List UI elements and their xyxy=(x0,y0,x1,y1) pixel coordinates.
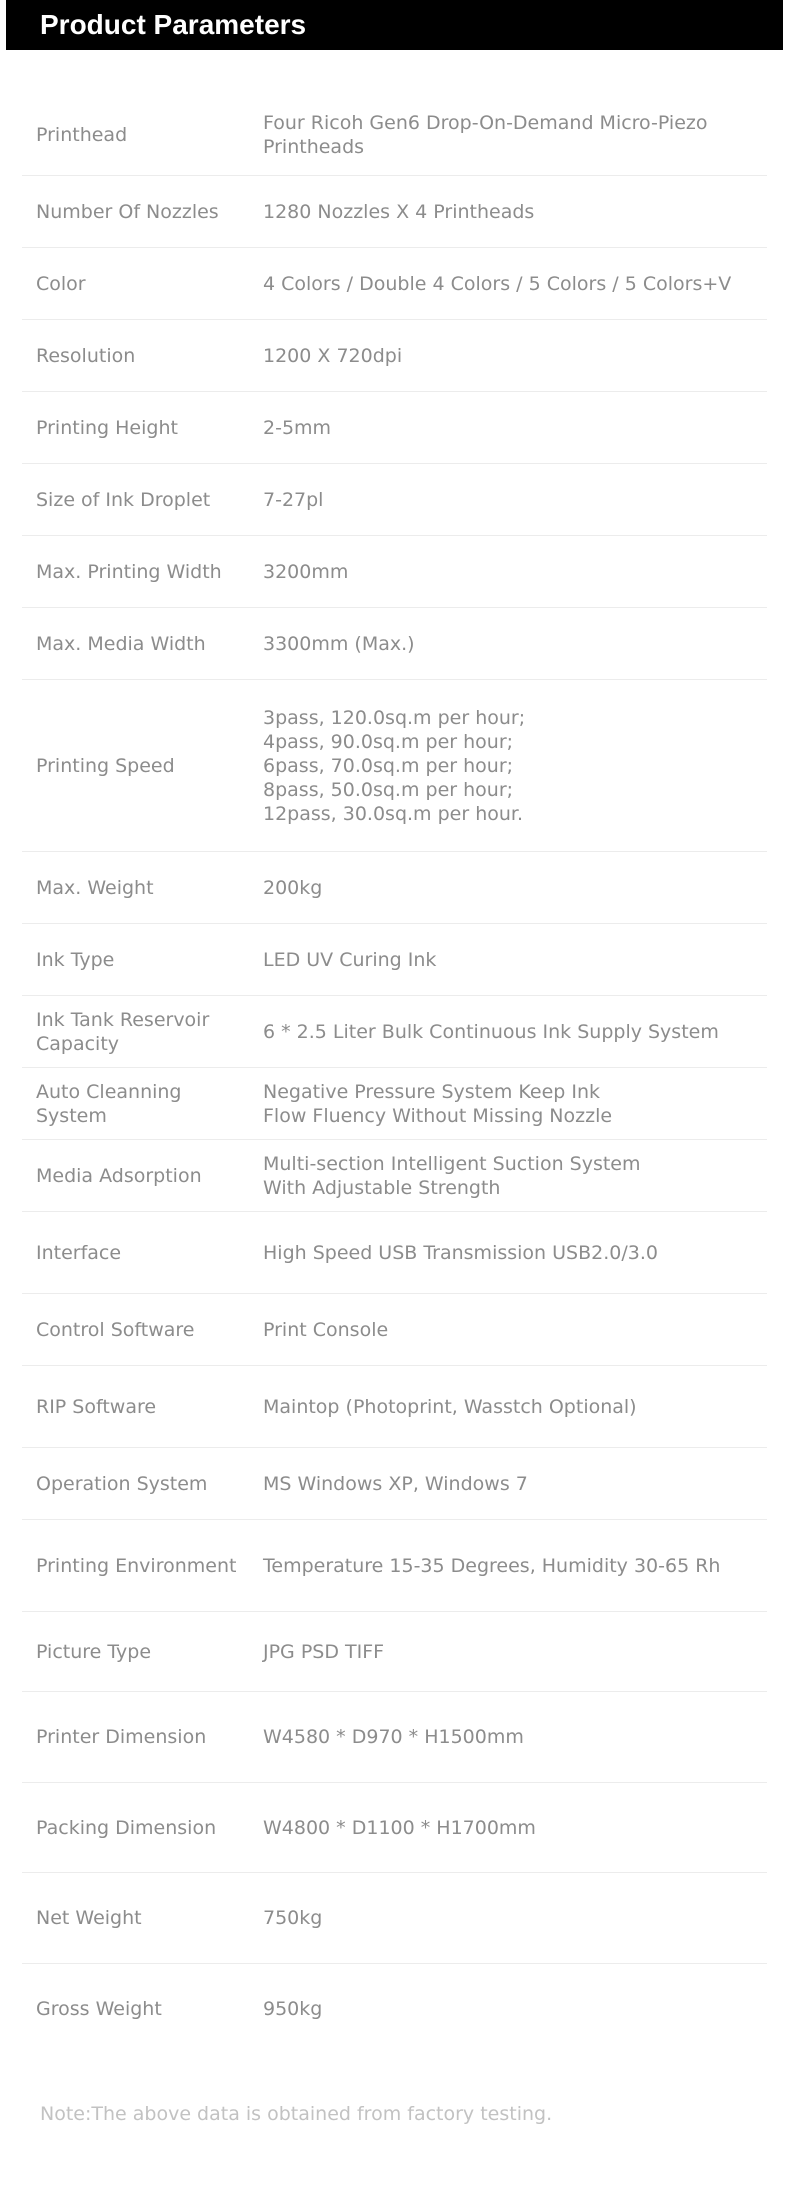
spec-value: W4580 * D970 * H1500mm xyxy=(263,1726,524,1748)
spec-value: 3300mm (Max.) xyxy=(263,632,415,655)
spec-label: Net Weight xyxy=(36,1907,142,1929)
spec-value: Four Ricoh Gen6 Drop-On-Demand Micro-Piezo Printheads xyxy=(263,111,708,158)
spec-label: Printing Environment xyxy=(36,1554,237,1577)
spec-value: 4 Colors / Double 4 Colors / 5 Colors / 5 Colors+V xyxy=(263,272,732,295)
spec-label: Ink Tank Reservoir Capacity xyxy=(36,1008,210,1055)
spec-label: Media Adsorption xyxy=(36,1164,202,1187)
spec-row xyxy=(22,1783,767,1873)
spec-value: Multi-section Intelligent Suction System With Adjustable Strength xyxy=(263,1152,641,1199)
spec-row xyxy=(22,1140,767,1212)
spec-label: Operation System xyxy=(36,1472,208,1495)
spec-row xyxy=(22,680,767,852)
spec-value: Print Console xyxy=(263,1318,389,1341)
spec-row xyxy=(22,924,767,996)
spec-row xyxy=(22,608,767,680)
spec-label: Printhead xyxy=(36,123,128,146)
spec-label: Control Software xyxy=(36,1318,195,1341)
spec-value: 3200mm xyxy=(263,560,349,583)
spec-row xyxy=(22,176,767,248)
spec-row xyxy=(22,1294,767,1366)
spec-label: Resolution xyxy=(36,344,136,367)
spec-value: JPG PSD TIFF xyxy=(263,1640,385,1663)
spec-row xyxy=(22,1692,767,1783)
spec-row xyxy=(22,464,767,536)
spec-value: 2-5mm xyxy=(263,416,332,439)
spec-row xyxy=(22,852,767,924)
spec-label: Picture Type xyxy=(36,1640,152,1663)
spec-label: Gross Weight xyxy=(36,1998,162,2020)
spec-label: Max. Media Width xyxy=(36,632,206,655)
spec-row xyxy=(22,1212,767,1294)
spec-table xyxy=(22,94,767,2054)
spec-row xyxy=(22,1366,767,1448)
spec-row xyxy=(22,1612,767,1692)
spec-value: Temperature 15-35 Degrees, Humidity 30-65 Rh xyxy=(263,1554,721,1577)
spec-row xyxy=(22,1068,767,1140)
spec-row xyxy=(22,320,767,392)
spec-row xyxy=(22,1448,767,1520)
spec-value: Maintop (Photoprint, Wasstch Optional) xyxy=(263,1395,637,1418)
spec-value: 1200 X 720dpi xyxy=(263,344,403,367)
spec-row xyxy=(22,248,767,320)
spec-value: 200kg xyxy=(263,876,323,899)
spec-value: 950kg xyxy=(263,1998,323,2020)
footnote: Note:The above data is obtained from factory testing. xyxy=(40,2103,553,2125)
spec-value: 6 * 2.5 Liter Bulk Continuous Ink Supply System xyxy=(263,1020,719,1043)
spec-value: MS Windows XP, Windows 7 xyxy=(263,1472,528,1495)
spec-row xyxy=(22,996,767,1068)
spec-value: LED UV Curing Ink xyxy=(263,948,437,971)
spec-row xyxy=(22,1873,767,1964)
spec-label: Auto Cleanning System xyxy=(36,1080,182,1127)
spec-row xyxy=(22,1964,767,2054)
spec-row xyxy=(22,536,767,608)
spec-value: 7-27pl xyxy=(263,488,324,511)
spec-label: Interface xyxy=(36,1241,122,1264)
page-title: Product Parameters xyxy=(6,0,783,50)
spec-value: Negative Pressure System Keep Ink Flow Fluency Without Missing Nozzle xyxy=(263,1080,613,1127)
spec-label: Printer Dimension xyxy=(36,1726,207,1748)
spec-label: Max. Printing Width xyxy=(36,560,222,583)
spec-label: Size of Ink Droplet xyxy=(36,488,211,511)
spec-label: Max. Weight xyxy=(36,876,154,899)
spec-label: Color xyxy=(36,272,86,295)
spec-label: Printing Height xyxy=(36,416,178,439)
spec-value: 750kg xyxy=(263,1907,323,1929)
spec-row xyxy=(22,94,767,176)
spec-row xyxy=(22,1520,767,1612)
spec-value: 1280 Nozzles X 4 Printheads xyxy=(263,200,535,223)
spec-label: RIP Software xyxy=(36,1395,157,1418)
spec-label: Ink Type xyxy=(36,948,115,971)
spec-label: Packing Dimension xyxy=(36,1816,217,1839)
spec-label: Printing Speed xyxy=(36,754,175,777)
spec-value: W4800 * D1100 * H1700mm xyxy=(263,1816,536,1839)
spec-row xyxy=(22,392,767,464)
spec-value: High Speed USB Transmission USB2.0/3.0 xyxy=(263,1241,658,1264)
spec-label: Number Of Nozzles xyxy=(36,200,219,223)
spec-value: 3pass, 120.0sq.m per hour; 4pass, 90.0sq.m per hour; 6pass, 70.0sq.m per hour; 8pass, 50.0sq.m per hour; 12pass, 30.0sq.m per hour. xyxy=(263,706,526,825)
